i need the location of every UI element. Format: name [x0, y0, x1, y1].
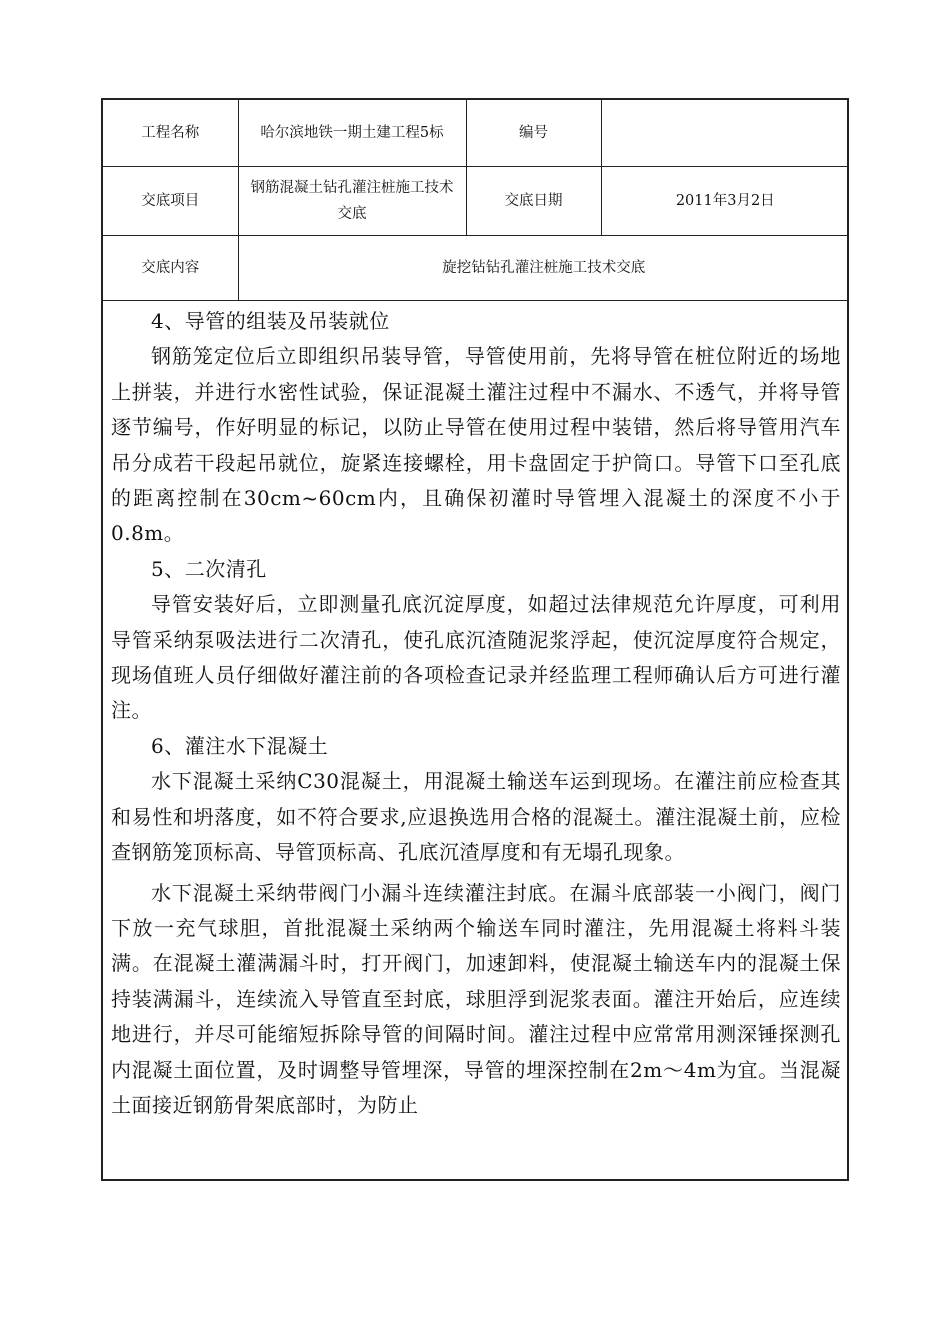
section-4-text: 钢筋笼定位后立即组织吊装导管，导管使用前，先将导管在桩位附近的场地上拼装，并进行水密性试验，保证混凝土灌注过程中不漏水、不透气，并将导管逐节编号，作好明显的标记，以防止导管在使用过程中装错，然后将导管用汽车吊分成若干段起吊就位，旋紧连接螺栓，用卡盘固定于护筒口。导管下口至孔底的距离控制在30cm~60cm内，且确保初灌时导管埋入混凝土的深度不小于0.8m。 — [111, 344, 841, 546]
section-5-title: 5、二次清孔 — [151, 556, 267, 581]
section-4-title: 4、导管的组装及吊装就位 — [151, 309, 390, 333]
header-row-item — [103, 167, 849, 236]
content-label: 交底内容 — [103, 236, 238, 301]
date-value: 2011年3月2日 — [601, 167, 849, 236]
project-name-label: 工程名称 — [103, 100, 238, 167]
item-value: 钢筋混凝土钻孔灌注桩施工技术交底 — [238, 167, 466, 236]
header-row-project — [103, 100, 849, 167]
section-6-title: 6、灌注水下混凝土 — [151, 733, 329, 758]
section-6-text-1: 水下混凝土采纳C30混凝土，用混凝土输送车运到现场。在灌注前应检查其和易性和坍落度，如不符合要求,应退换选用合格的混凝土。灌注混凝土前，应检查钢筋笼顶标高、导管顶标高、孔底沉渣厚度和有无塌孔现象。 — [111, 769, 841, 865]
header-table — [103, 100, 849, 301]
item-label: 交底项目 — [103, 167, 238, 236]
project-name-value: 哈尔滨地铁一期土建工程5标 — [238, 100, 466, 167]
date-label: 交底日期 — [466, 167, 601, 236]
section-5-text: 导管安装好后，立即测量孔底沉淀厚度，如超过法律规范允许厚度，可利用导管采纳泵吸法进行二次清孔，使孔底沉渣随泥浆浮起，使沉淀厚度符合规定，现场值班人员仔细做好灌注前的各项检查记录并经监理工程师确认后方可进行灌注。 — [111, 592, 841, 723]
section-6-text-2: 水下混凝土采纳带阀门小漏斗连续灌注封底。在漏斗底部装一小阀门，阀门下放一充气球胆，首批混凝土采纳两个输送车同时灌注，先用混凝土将料斗装满。在混凝土灌满漏斗时，打开阀门，加速卸料，使混凝土输送车内的混凝土保持装满漏斗，连续流入导管直至封底，球胆浮到泥浆表面。灌注开始后，应连续地进行，并尽可能缩短拆除导管的间隔时间。灌注过程中应常常用测深锤探测孔内混凝土面位置，及时调整导管埋深，导管的埋深控制在2m～4m为宜。当混凝土面接近钢筋骨架底部时，为防止 — [111, 880, 841, 1117]
disclosure-form — [101, 98, 849, 1181]
content-value: 旋挖钻钻孔灌注桩施工技术交底 — [238, 236, 849, 301]
header-row-content — [103, 236, 849, 301]
number-label: 编号 — [466, 100, 601, 167]
number-value — [601, 100, 849, 167]
disclosure-body — [111, 304, 841, 1123]
